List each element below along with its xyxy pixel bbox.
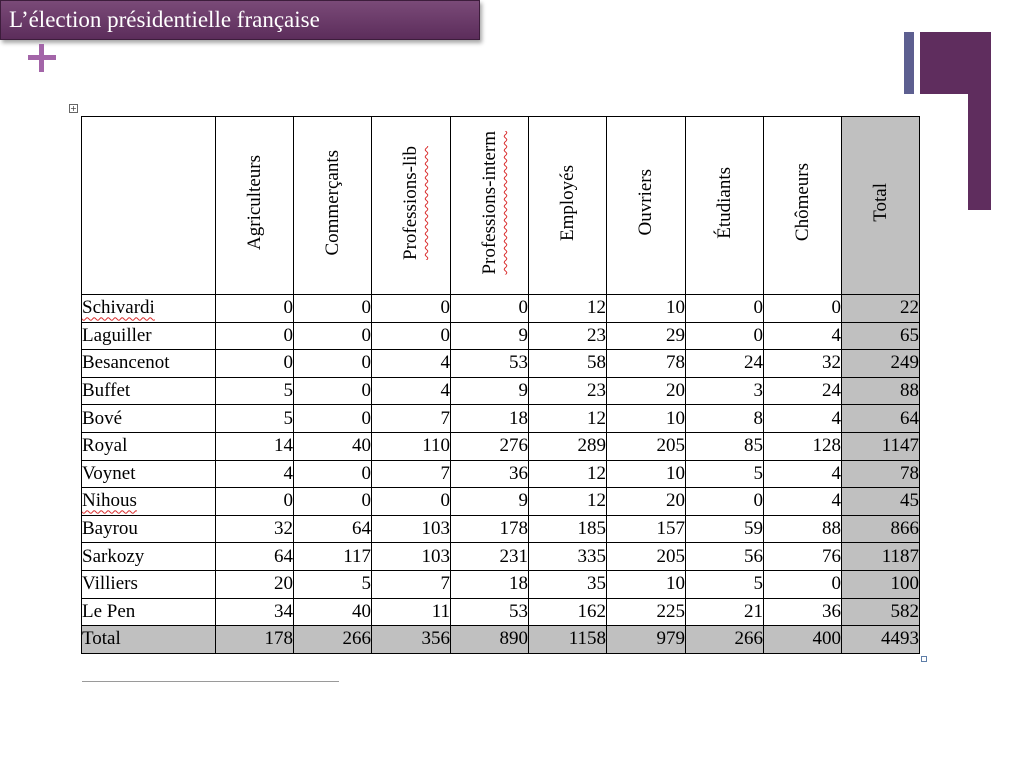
table-cell: 35 xyxy=(529,570,607,598)
table-cell: 0 xyxy=(294,295,372,323)
table-cell: 24 xyxy=(686,350,764,378)
table-cell: 12 xyxy=(529,460,607,488)
header-corner xyxy=(82,117,216,295)
column-header-total: Total xyxy=(842,117,920,295)
table-row xyxy=(82,432,920,460)
table-row xyxy=(82,350,920,378)
table-cell: 20 xyxy=(607,488,686,516)
row-total-cell: 1147 xyxy=(842,432,920,460)
table-cell: 205 xyxy=(607,543,686,571)
table-cell: 12 xyxy=(529,488,607,516)
table-row xyxy=(82,570,920,598)
table-cell: 5 xyxy=(294,570,372,598)
row-total-cell: 249 xyxy=(842,350,920,378)
table-cell: 10 xyxy=(607,460,686,488)
table-cell: 157 xyxy=(607,515,686,543)
row-total-cell: 65 xyxy=(842,322,920,350)
table-cell: 0 xyxy=(294,488,372,516)
table-row xyxy=(82,488,920,516)
row-label: Royal xyxy=(82,432,216,460)
table-cell: 0 xyxy=(764,570,842,598)
decorative-block-side xyxy=(968,94,991,210)
table-cell: 185 xyxy=(529,515,607,543)
column-header: Ouvriers xyxy=(607,117,686,295)
table-header-row xyxy=(82,117,920,295)
table-cell: 979 xyxy=(607,626,686,654)
table-cell: 7 xyxy=(372,405,451,433)
table-cell: 4 xyxy=(764,460,842,488)
table-cell: 0 xyxy=(686,322,764,350)
row-total-cell: 64 xyxy=(842,405,920,433)
table-cell: 23 xyxy=(529,377,607,405)
table-cell: 5 xyxy=(216,405,294,433)
table-cell: 0 xyxy=(372,295,451,323)
table-cell: 23 xyxy=(529,322,607,350)
footnote-separator xyxy=(82,681,339,682)
table-cell: 5 xyxy=(216,377,294,405)
table-cell: 0 xyxy=(686,488,764,516)
table-cell: 3 xyxy=(686,377,764,405)
table-row xyxy=(82,515,920,543)
row-label: Schivardi xyxy=(82,295,216,323)
table-cell: 20 xyxy=(607,377,686,405)
table-cell: 231 xyxy=(451,543,529,571)
table-cell: 225 xyxy=(607,598,686,626)
table-cell: 59 xyxy=(686,515,764,543)
table-row xyxy=(82,598,920,626)
table-cell: 4 xyxy=(372,377,451,405)
table-cell: 9 xyxy=(451,377,529,405)
table-cell: 162 xyxy=(529,598,607,626)
table-cell: 266 xyxy=(686,626,764,654)
table-total-row xyxy=(82,626,920,654)
column-header: Commerçants xyxy=(294,117,372,295)
table-cell: 88 xyxy=(764,515,842,543)
table-cell: 7 xyxy=(372,460,451,488)
row-total-cell: 78 xyxy=(842,460,920,488)
table-move-handle-icon[interactable]: + xyxy=(70,104,77,113)
table-cell: 11 xyxy=(372,598,451,626)
table-cell: 24 xyxy=(764,377,842,405)
plus-icon xyxy=(28,44,56,72)
table-cell: 0 xyxy=(294,377,372,405)
table-cell: 178 xyxy=(451,515,529,543)
row-label: Total xyxy=(82,626,216,654)
table-cell: 64 xyxy=(294,515,372,543)
row-label: Nihous xyxy=(82,488,216,516)
column-header: Agriculteurs xyxy=(216,117,294,295)
table-cell: 29 xyxy=(607,322,686,350)
table-cell: 205 xyxy=(607,432,686,460)
table-cell: 20 xyxy=(216,570,294,598)
table-cell: 18 xyxy=(451,405,529,433)
row-total-cell: 88 xyxy=(842,377,920,405)
table-cell: 58 xyxy=(529,350,607,378)
table-cell: 36 xyxy=(451,460,529,488)
slide-title-bar xyxy=(0,0,480,40)
row-label: Sarkozy xyxy=(82,543,216,571)
row-total-cell: 45 xyxy=(842,488,920,516)
table-cell: 335 xyxy=(529,543,607,571)
table-cell: 0 xyxy=(216,488,294,516)
table-cell: 0 xyxy=(216,322,294,350)
table-cell: 0 xyxy=(294,350,372,378)
table-cell: 1158 xyxy=(529,626,607,654)
column-header: Chômeurs xyxy=(764,117,842,295)
table-cell: 117 xyxy=(294,543,372,571)
table-cell: 53 xyxy=(451,598,529,626)
row-label: Laguiller xyxy=(82,322,216,350)
table-row xyxy=(82,322,920,350)
table-resize-handle[interactable] xyxy=(921,656,927,662)
table-cell: 400 xyxy=(764,626,842,654)
table-cell: 4 xyxy=(764,405,842,433)
table-cell: 10 xyxy=(607,405,686,433)
table-cell: 0 xyxy=(294,322,372,350)
table-cell: 110 xyxy=(372,432,451,460)
table-cell: 356 xyxy=(372,626,451,654)
row-label: Bayrou xyxy=(82,515,216,543)
table-cell: 32 xyxy=(764,350,842,378)
row-label: Le Pen xyxy=(82,598,216,626)
table-cell: 4 xyxy=(216,460,294,488)
row-total-cell: 100 xyxy=(842,570,920,598)
table-cell: 4 xyxy=(764,322,842,350)
table-cell: 0 xyxy=(294,405,372,433)
table-cell: 4 xyxy=(372,350,451,378)
row-total-cell: 866 xyxy=(842,515,920,543)
row-total-cell: 1187 xyxy=(842,543,920,571)
table-cell: 128 xyxy=(764,432,842,460)
table-cell: 9 xyxy=(451,488,529,516)
table-cell: 8 xyxy=(686,405,764,433)
table-cell: 40 xyxy=(294,432,372,460)
table-cell: 4 xyxy=(764,488,842,516)
table-cell: 7 xyxy=(372,570,451,598)
table-row xyxy=(82,377,920,405)
row-total-cell: 582 xyxy=(842,598,920,626)
table-cell: 178 xyxy=(216,626,294,654)
table-cell: 10 xyxy=(607,570,686,598)
column-header: Employés xyxy=(529,117,607,295)
table-cell: 85 xyxy=(686,432,764,460)
decorative-block-top xyxy=(920,32,991,94)
table-cell: 0 xyxy=(216,295,294,323)
table-cell: 266 xyxy=(294,626,372,654)
row-label: Bové xyxy=(82,405,216,433)
table-cell: 78 xyxy=(607,350,686,378)
row-label: Villiers xyxy=(82,570,216,598)
row-label: Besancenot xyxy=(82,350,216,378)
table-cell: 5 xyxy=(686,460,764,488)
table-cell: 64 xyxy=(216,543,294,571)
table-cell: 10 xyxy=(607,295,686,323)
table-cell: 0 xyxy=(294,460,372,488)
column-header: Professions-interm xyxy=(451,117,529,295)
table-cell: 0 xyxy=(686,295,764,323)
table-cell: 53 xyxy=(451,350,529,378)
table-row xyxy=(82,543,920,571)
table-row xyxy=(82,405,920,433)
table-cell: 21 xyxy=(686,598,764,626)
table-cell: 36 xyxy=(764,598,842,626)
table-row xyxy=(82,295,920,323)
row-total-cell: 22 xyxy=(842,295,920,323)
table-cell: 18 xyxy=(451,570,529,598)
table-cell: 0 xyxy=(764,295,842,323)
table-cell: 289 xyxy=(529,432,607,460)
column-header: Étudiants xyxy=(686,117,764,295)
table-cell: 40 xyxy=(294,598,372,626)
table-cell: 32 xyxy=(216,515,294,543)
table-cell: 5 xyxy=(686,570,764,598)
table-cell: 276 xyxy=(451,432,529,460)
row-total-cell: 4493 xyxy=(842,626,920,654)
table-cell: 0 xyxy=(216,350,294,378)
table-cell: 9 xyxy=(451,322,529,350)
table-row xyxy=(82,460,920,488)
table-cell: 890 xyxy=(451,626,529,654)
decorative-bar-thin xyxy=(904,32,914,94)
table-cell: 76 xyxy=(764,543,842,571)
table-cell: 0 xyxy=(372,322,451,350)
table-cell: 0 xyxy=(372,488,451,516)
slide-title: L’élection présidentielle française xyxy=(9,7,320,32)
table-cell: 103 xyxy=(372,543,451,571)
column-header: Professions-lib xyxy=(372,117,451,295)
table-cell: 12 xyxy=(529,295,607,323)
row-label: Voynet xyxy=(82,460,216,488)
table-cell: 34 xyxy=(216,598,294,626)
table-cell: 103 xyxy=(372,515,451,543)
row-label: Buffet xyxy=(82,377,216,405)
table-cell: 56 xyxy=(686,543,764,571)
table-cell: 0 xyxy=(451,295,529,323)
table-cell: 12 xyxy=(529,405,607,433)
table-cell: 14 xyxy=(216,432,294,460)
election-table xyxy=(81,116,920,654)
